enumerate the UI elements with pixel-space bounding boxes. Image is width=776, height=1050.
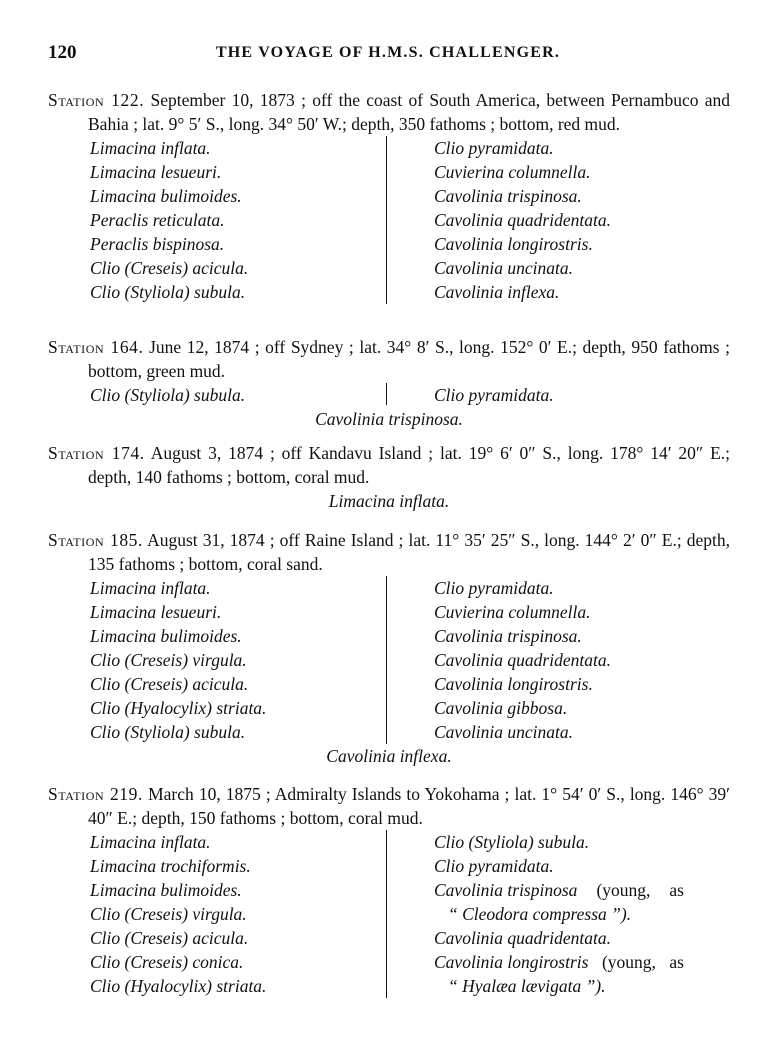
species-item: Cavolinia uncinata. <box>434 258 574 278</box>
species-item: Clio (Styliola) subula. <box>90 282 246 302</box>
species-item-annotated <box>434 950 684 974</box>
station-label: Station 219. <box>48 784 143 804</box>
species-item: Clio (Creseis) acicula. <box>90 928 249 948</box>
right-column <box>434 383 554 407</box>
station-174 <box>48 441 730 513</box>
species-item: Limacina lesueuri. <box>90 162 222 182</box>
species-item: Clio (Creseis) conica. <box>90 952 244 972</box>
species-item: Cuvierina columnella. <box>434 602 591 622</box>
station-185 <box>48 528 730 768</box>
species-item: Cavolinia longirostris. <box>434 234 593 254</box>
species-note-as: as <box>669 880 684 900</box>
species-item: Cavolinia quadridentata. <box>434 650 611 670</box>
species-item: Clio pyramidata. <box>434 856 554 876</box>
station-label: Station 122. <box>48 90 145 110</box>
species-synonym: “ Hyalæa lævigata ”). <box>448 976 606 996</box>
station-heading <box>48 528 730 576</box>
species-item: Cavolinia trispinosa. <box>434 626 582 646</box>
station-122 <box>48 88 730 304</box>
species-columns <box>48 830 730 998</box>
species-item: Limacina inflata. <box>90 138 211 158</box>
station-heading <box>48 335 730 383</box>
species-item: Limacina inflata. <box>90 578 211 598</box>
right-column <box>434 136 611 304</box>
species-item-centered: Cavolinia inflexa. <box>326 746 452 766</box>
species-name: Cavolinia trispinosa <box>434 880 578 900</box>
column-divider <box>386 830 387 998</box>
station-details: June 12, 1874 ; off Sydney ; lat. 34° 8′ S., long. 152° 0′ E.; depth, 950 fathoms ; bottom, green mud. <box>88 337 731 381</box>
station-details: March 10, 1875 ; Admiralty Islands to Yokohama ; lat. 1° 54′ 0′ S., long. 146° 39′ 40″ E.; depth, 150 fathoms ; bottom, coral mud. <box>88 784 731 828</box>
species-synonym: “ Cleodora compressa ”). <box>448 904 632 924</box>
species-note: (young, <box>596 880 651 900</box>
species-item: Cavolinia quadridentata. <box>434 210 611 230</box>
right-column <box>434 576 611 744</box>
species-item: Cavolinia uncinata. <box>434 722 574 742</box>
species-item: Cavolinia quadridentata. <box>434 928 611 948</box>
species-columns <box>48 576 730 768</box>
species-item-centered: Limacina inflata. <box>328 491 450 511</box>
column-divider <box>386 136 387 304</box>
page-number: 120 <box>48 42 77 63</box>
station-label: Station 164. <box>48 337 144 357</box>
species-item: Clio (Creseis) acicula. <box>90 674 249 694</box>
species-item: Clio pyramidata. <box>434 578 554 598</box>
species-columns <box>48 383 730 431</box>
species-columns <box>48 489 730 513</box>
species-item: Limacina trochiformis. <box>90 856 251 876</box>
station-heading <box>48 88 730 136</box>
species-item: Clio (Creseis) virgula. <box>90 650 247 670</box>
species-item: Cavolinia trispinosa. <box>434 186 582 206</box>
station-details: September 10, 1873 ; off the coast of South America, between Pernambuco and Bahia ; lat. 9° 5′ S., long. 34° 50′ W.; depth, 350 fathoms ; bottom, red mud. <box>88 90 731 134</box>
species-item: Cuvierina columnella. <box>434 162 591 182</box>
species-item: Peraclis reticulata. <box>90 210 225 230</box>
species-item: Cavolinia gibbosa. <box>434 698 568 718</box>
species-item: Clio pyramidata. <box>434 138 554 158</box>
species-name: Cavolinia longirostris <box>434 952 589 972</box>
left-column <box>90 830 266 998</box>
species-note: (young, <box>601 952 656 972</box>
station-164 <box>48 335 730 431</box>
station-details: August 31, 1874 ; off Raine Island ; lat. 11° 35′ 25″ S., long. 144° 2′ 0″ E.; depth, 135 fathoms ; bottom, coral sand. <box>88 530 731 574</box>
species-item: Limacina bulimoides. <box>90 880 242 900</box>
species-item: Clio (Hyalocylix) striata. <box>90 976 267 996</box>
station-label: Station 174. <box>48 443 145 463</box>
species-item: Cavolinia longirostris. <box>434 674 593 694</box>
species-item: Clio (Styliola) subula. <box>90 722 246 742</box>
species-item: Limacina bulimoides. <box>90 186 242 206</box>
station-details: August 3, 1874 ; off Kandavu Island ; lat. 19° 6′ 0″ S., long. 178° 14′ 20″ E.; depth, 140 fathoms ; bottom, coral mud. <box>88 443 730 487</box>
species-columns <box>48 136 730 304</box>
species-item-centered: Cavolinia trispinosa. <box>315 409 463 429</box>
species-item: Limacina inflata. <box>90 832 211 852</box>
species-item: Clio pyramidata. <box>434 385 554 405</box>
station-label: Station 185. <box>48 530 143 550</box>
species-note-as: as <box>669 952 684 972</box>
species-item-annotated <box>434 878 684 902</box>
left-column <box>90 136 248 304</box>
left-column <box>90 576 266 744</box>
running-title: THE VOYAGE OF H.M.S. CHALLENGER. <box>215 44 561 61</box>
species-item: Clio (Creseis) virgula. <box>90 904 247 924</box>
species-item: Limacina bulimoides. <box>90 626 242 646</box>
species-item: Clio (Creseis) acicula. <box>90 258 249 278</box>
station-219 <box>48 782 730 998</box>
species-item: Cavolinia inflexa. <box>434 282 560 302</box>
species-item: Peraclis bispinosa. <box>90 234 225 254</box>
station-heading <box>48 441 730 489</box>
left-column <box>90 383 245 407</box>
species-item: Clio (Styliola) subula. <box>90 385 246 405</box>
right-column <box>434 830 684 998</box>
species-item: Limacina lesueuri. <box>90 602 222 622</box>
species-item: Clio (Styliola) subula. <box>434 832 590 852</box>
species-item: Clio (Hyalocylix) striata. <box>90 698 267 718</box>
column-divider <box>386 576 387 744</box>
column-divider <box>386 383 387 405</box>
station-heading <box>48 782 730 830</box>
running-head <box>0 42 776 66</box>
